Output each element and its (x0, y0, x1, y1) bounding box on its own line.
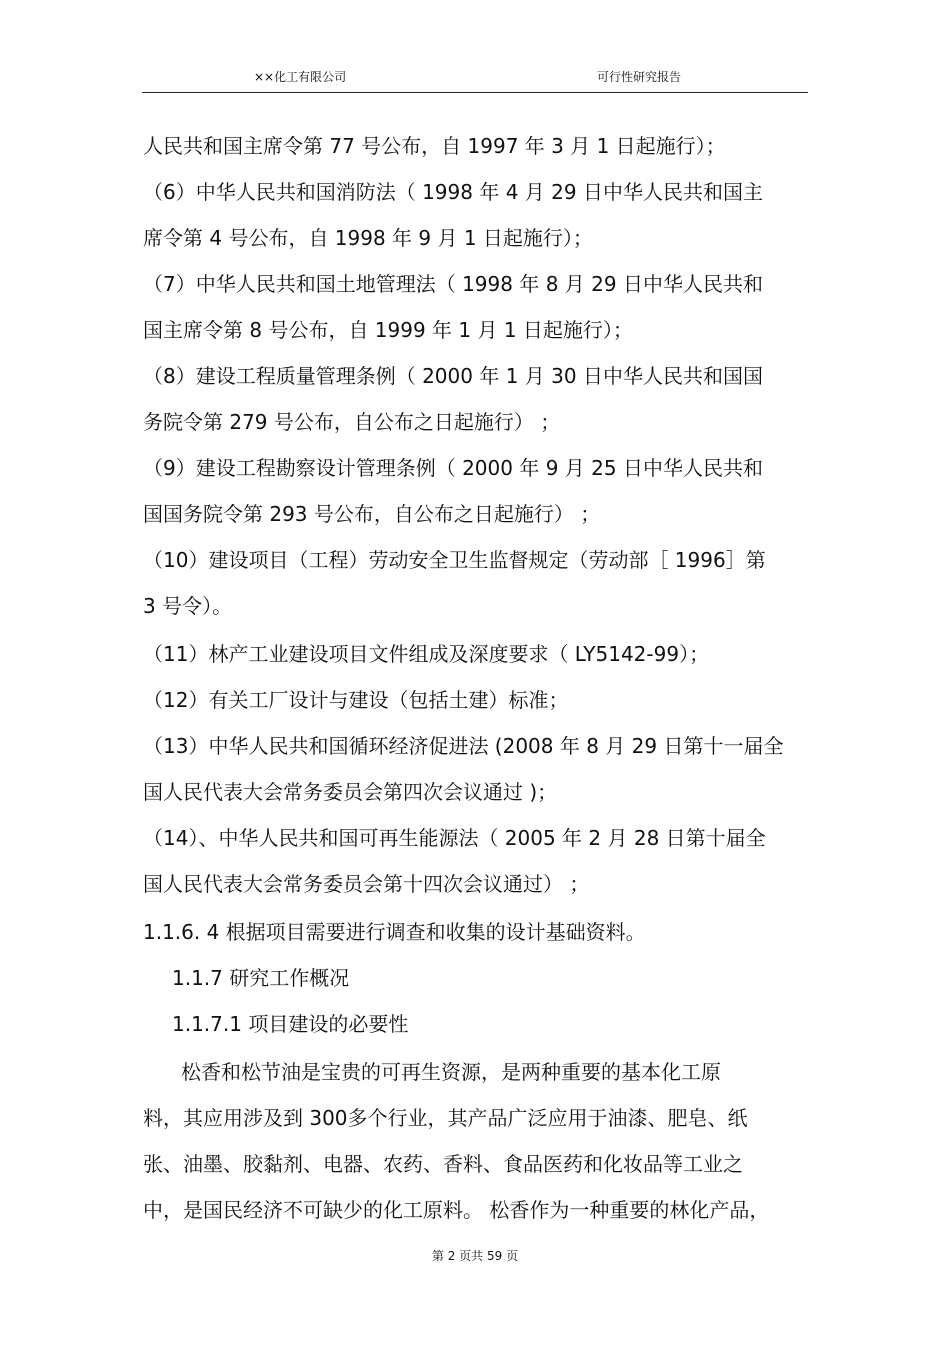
text-line: 国国务院令第 293 号公布，自公布之日起施行） ； (143, 502, 601, 526)
section-heading: 1.1.6. 4 根据项目需要进行调查和收集的设计基础资料。 (143, 920, 646, 944)
paragraph-line: 松香和松节油是宝贵的可再生资源，是两种重要的基本化工原 (181, 1060, 721, 1084)
text-line: （11）林产工业建设项目文件组成及深度要求（ LY5142-99）； (143, 642, 710, 666)
page-header (142, 66, 808, 93)
text-line: （14）、中华人民共和国可再生能源法（ 2005 年 2 月 28 日第十届全 (143, 826, 766, 850)
text-line: 人民共和国主席令第 77 号公布，自 1997 年 3 月 1 日起施行）； (143, 134, 726, 158)
text-line: 国人民代表大会常务委员会第十四次会议通过） ； (143, 872, 590, 896)
text-line: （6）中华人民共和国消防法（ 1998 年 4 月 29 日中华人民共和国主 (143, 180, 763, 204)
text-line: （8）建设工程质量管理条例（ 2000 年 1 月 30 日中华人民共和国国 (143, 364, 763, 388)
paragraph-line: 料，其应用涉及到 300多个行业，其产品广泛应用于油漆、肥皂、纸 (143, 1106, 748, 1130)
text-line: （10）建设项目（工程）劳动安全卫生监督规定（劳动部［ 1996］第 (143, 548, 766, 572)
text-line: （7）中华人民共和国土地管理法（ 1998 年 8 月 29 日中华人民共和 (143, 272, 763, 296)
text-line: （9）建设工程勘察设计管理条例（ 2000 年 9 月 25 日中华人民共和 (143, 456, 763, 480)
subsection-heading: 1.1.7.1 项目建设的必要性 (172, 1012, 409, 1036)
paragraph-line: 中，是国民经济不可缺少的化工原料。 松香作为一种重要的林化产品， (143, 1198, 770, 1222)
document-type: 可行性研究报告 (597, 70, 682, 84)
page-number: 第 2 页共 59 页 (431, 1249, 519, 1263)
section-heading: 1.1.7 研究工作概况 (172, 966, 350, 990)
text-line: 国主席令第 8 号公布，自 1999 年 1 月 1 日起施行）； (143, 318, 633, 342)
text-line: （12）有关工厂设计与建设（包括土建）标准； (143, 688, 569, 712)
text-line: （13）中华人民共和国循环经济促进法 (2008 年 8 月 29 日第十一届全 (143, 734, 784, 758)
paragraph-line: 张、油墨、胶黏剂、电器、农药、香料、食品医药和化妆品等工业之 (143, 1152, 743, 1176)
text-line: 务院令第 279 号公布，自公布之日起施行） ； (143, 410, 561, 434)
text-line: 席令第 4 号公布，自 1998 年 9 月 1 日起施行）； (143, 226, 593, 250)
company-name: ××化工有限公司 (254, 70, 347, 84)
text-line: 3 号令）。 (143, 594, 233, 618)
text-line: 国人民代表大会常务委员会第四次会议通过 )； (143, 780, 558, 804)
